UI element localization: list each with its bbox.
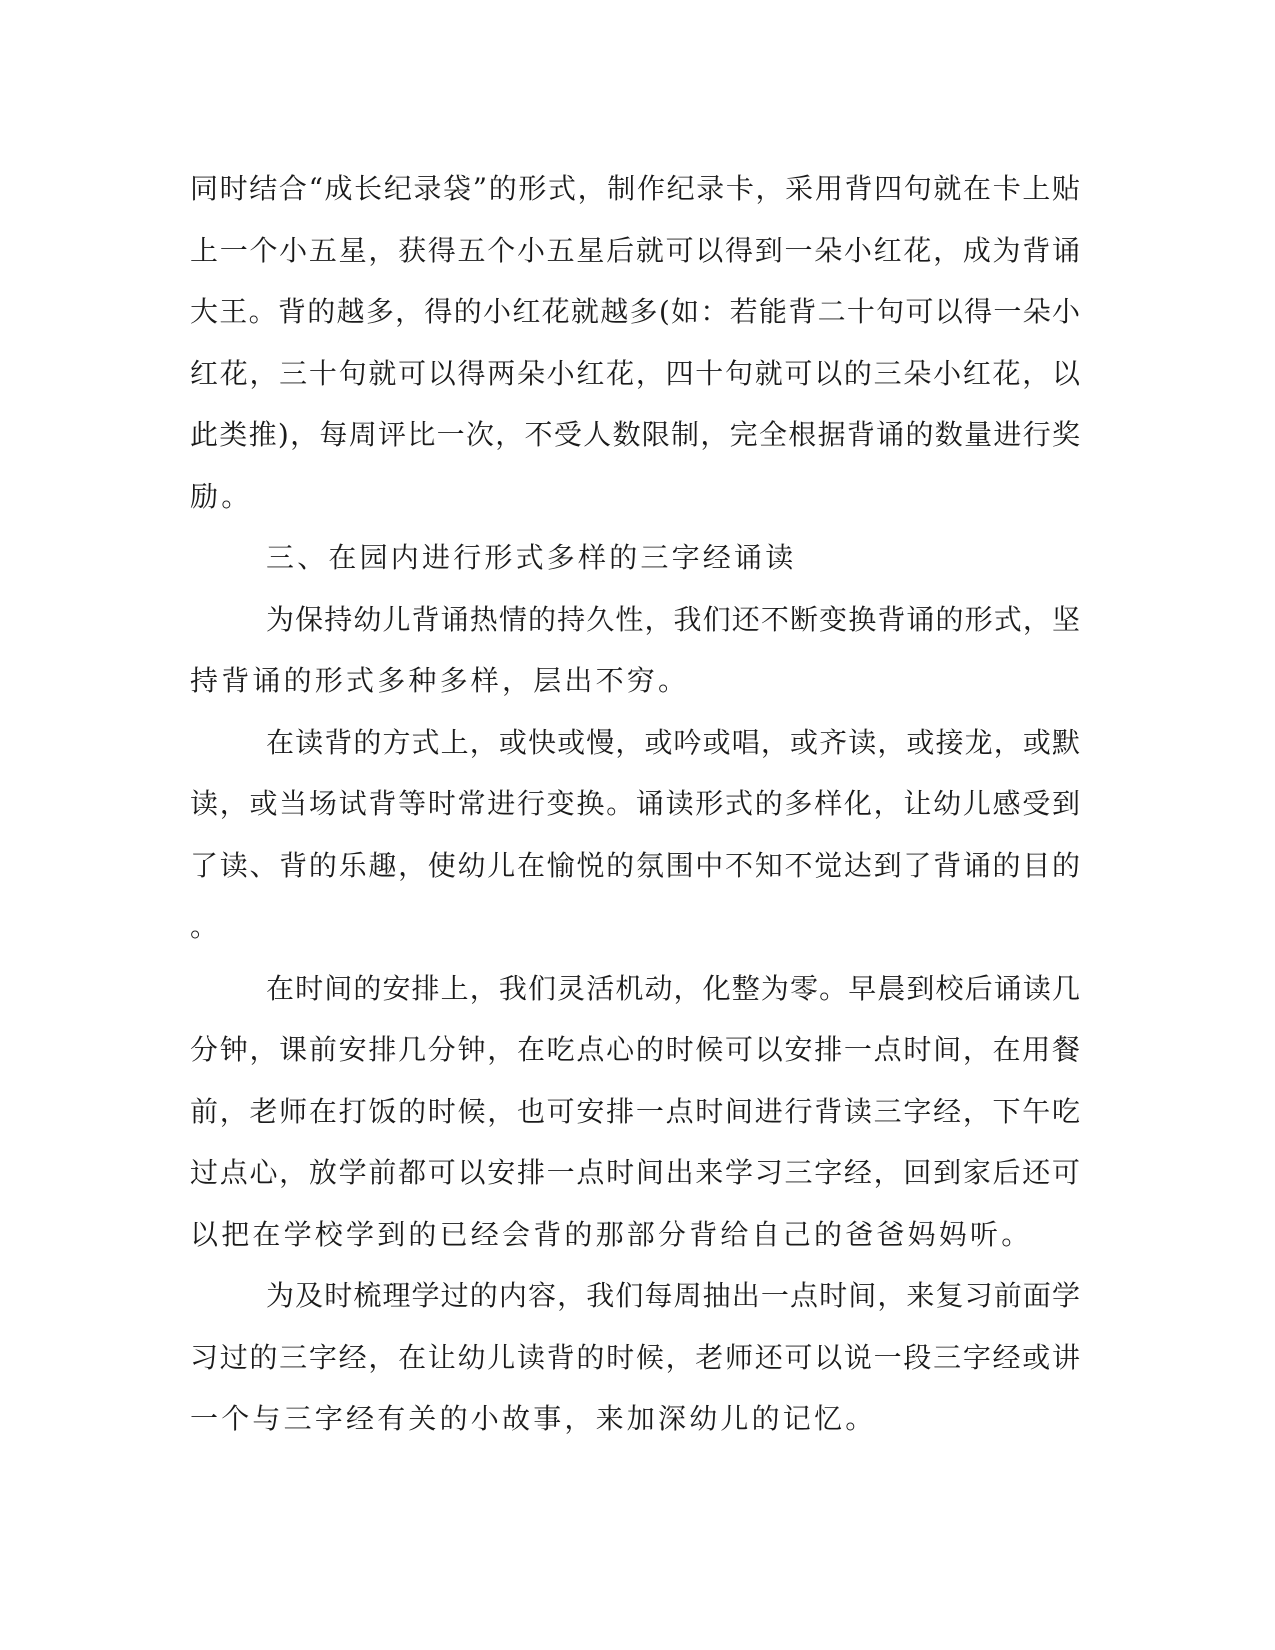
text-line: 分钟，课前安排几分钟，在吃点心的时候可以安排一点时间，在用餐 [190,1033,1080,1066]
text-line: 上一个小五星，获得五个小五星后就可以得到一朵小红花，成为背诵 [190,233,1080,267]
text-line: 过点心，放学前都可以安排一点时间出来学习三字经，回到家后还可 [190,1156,1080,1189]
text-line: 大王。背的越多，得的小红花就越多(如：若能背二十句可以得一朵小 [190,295,1080,328]
text-line: 励。 [190,479,253,513]
text-line: 为及时梳理学过的内容，我们每周抽出一点时间，来复习前面学 [266,1279,1080,1312]
text-line: 三、在园内进行形式多样的三字经诵读 [266,541,797,574]
text-line: 了读、背的乐趣，使幼儿在愉悦的氛围中不知不觉达到了背诵的目的 [190,848,1080,882]
text-line: 习过的三字经，在让幼儿读背的时候，老师还可以说一段三字经或讲 [190,1340,1080,1374]
text-line: 此类推)，每周评比一次，不受人数限制，完全根据背诵的数量进行奖 [190,418,1080,451]
text-line: 在时间的安排上，我们灵活机动，化整为零。早晨到校后诵读几 [266,971,1080,1005]
text-line: 。 [190,910,222,943]
text-line: 持背诵的形式多种多样，层出不穷。 [190,664,690,697]
text-line: 红花，三十句就可以得两朵小红花，四十句就可以的三朵小红花，以 [190,356,1080,390]
text-line: 前，老师在打饭的时候，也可安排一点时间进行背读三字经，下午吃 [190,1094,1080,1128]
text-line: 读，或当场试背等时常进行变换。诵读形式的多样化，让幼儿感受到 [190,787,1080,820]
body-text [190,158,1080,1450]
text-line: 一个与三字经有关的小故事，来加深幼儿的记忆。 [190,1402,877,1435]
text-line: 同时结合“成长纪录袋”的形式，制作纪录卡，采用背四句就在卡上贴 [190,172,1080,205]
text-line: 为保持幼儿背诵热情的持久性，我们还不断变换背诵的形式，坚 [266,602,1080,636]
text-line: 在读背的方式上，或快或慢，或吟或唱，或齐读，或接龙，或默 [266,725,1080,759]
text-line: 以把在学校学到的已经会背的那部分背给自己的爸爸妈妈听。 [190,1217,1033,1251]
